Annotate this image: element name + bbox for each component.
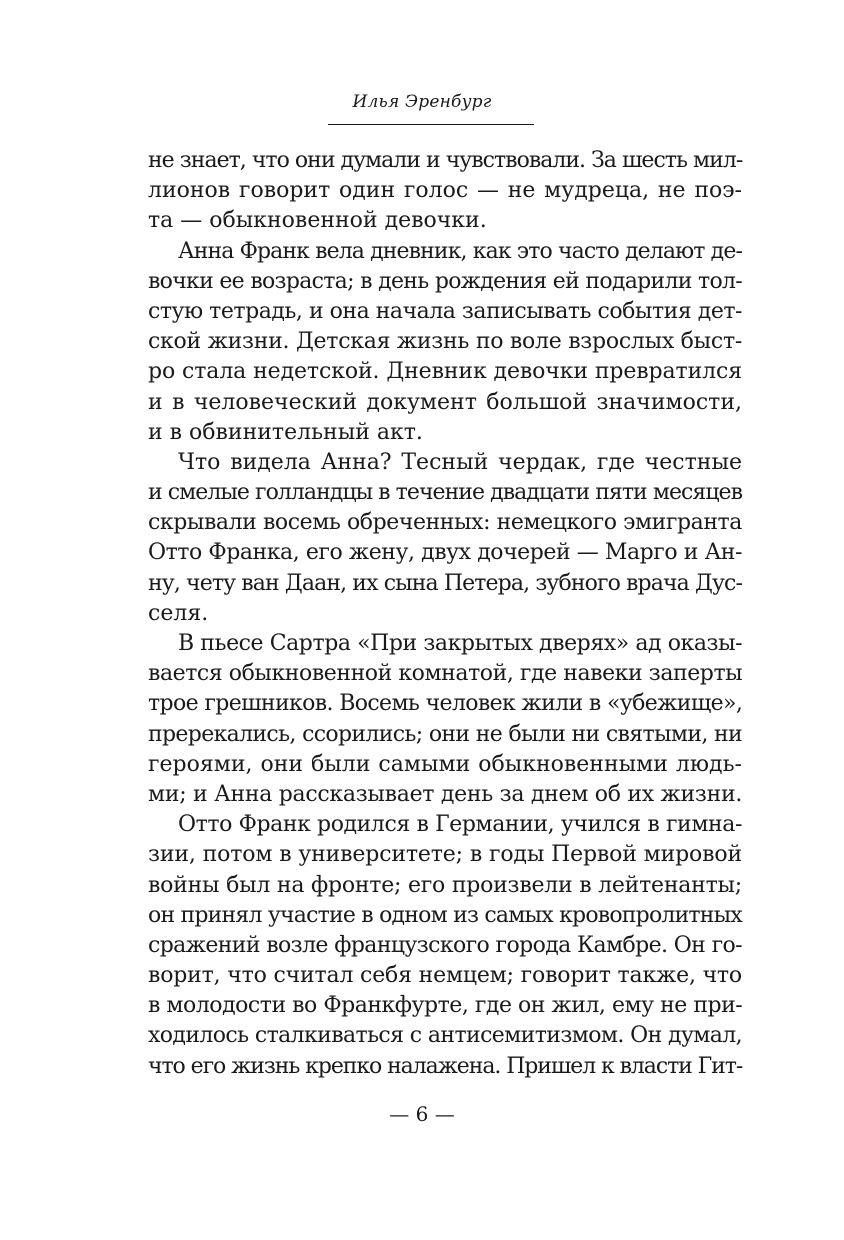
text-line: он принял участие в одном из самых кровопролитных: [148, 902, 742, 928]
text-line: ской жизни. Детская жизнь по воле взрослых быст-: [148, 329, 743, 355]
text-line: вается обыкновенной комнатой, где навеки заперты: [148, 661, 743, 687]
text-line: и в человеческий документ большой значимости,: [148, 389, 742, 415]
text-line: не знает, что они думали и чувствовали. За шесть мил-: [148, 148, 743, 173]
text-line: в молодости во Франкфурте, где он жил, ему не при-: [148, 993, 743, 1019]
text-line: селя.: [148, 600, 209, 626]
text-line: ходилось сталкиваться с антисемитизмом. Он думал,: [148, 1023, 743, 1049]
text-line: ну, чету ван Даан, их сына Петера, зубного врача Дус-: [148, 570, 742, 596]
text-line: и в обвинительный акт.: [148, 419, 423, 445]
text-line: что его жизнь крепко налажена. Пришел к власти Гит-: [148, 1053, 743, 1079]
text-line: Что видела Анна? Тесный чердак, где честные: [178, 449, 742, 475]
text-line: стую тетрадь, и она начала записывать события дет-: [148, 298, 742, 324]
text-line: войны был на фронте; его произвели в лейтенанты;: [148, 872, 742, 898]
text-line: та — обыкновенной девочки.: [148, 208, 487, 234]
header-rule: [328, 124, 534, 125]
text-line: Анна Франк вела дневник, как это часто делают де-: [178, 238, 742, 264]
text-line: Отто Франка, его жену, двух дочерей — Марго и Ан-: [148, 540, 742, 566]
body-text: [148, 146, 742, 1082]
text-line: лионов говорит один голос — не мудреца, не поэ-: [148, 178, 742, 204]
text-line: ми; и Анна рассказывает день за днем об их жизни.: [148, 781, 743, 807]
text-line: ро стала недетской. Дневник девочки превратился: [148, 359, 742, 385]
text-line: и смелые голландцы в течение двадцати пяти месяцев: [148, 480, 742, 506]
text-line: пререкались, ссорились; они не были ни святыми, ни: [148, 721, 742, 747]
text-line: В пьесе Сартра «При закрытых дверях» ад оказы-: [178, 631, 743, 656]
page-number: — 6 —: [389, 1102, 455, 1126]
text-line: зии, потом в университете; в годы Первой мировой: [148, 842, 742, 868]
text-line: героями, они были самыми обыкновенными людь-: [148, 751, 742, 777]
running-head-author: Илья Эренбург: [352, 92, 492, 112]
text-line: ворит, что считал себя немцем; говорит также, что: [148, 963, 742, 989]
text-line: вочки ее возраста; в день рождения ей подарили тол-: [148, 268, 742, 294]
text-line: скрывали восемь обреченных: немецкого эмигранта: [148, 510, 742, 536]
text-line: трое грешников. Восемь человек жили в «убежище»,: [148, 691, 743, 717]
text-line: сражений возле французского города Камбре. Он го-: [148, 932, 742, 958]
text-line: Отто Франк родился в Германии, учился в гимна-: [178, 812, 742, 838]
